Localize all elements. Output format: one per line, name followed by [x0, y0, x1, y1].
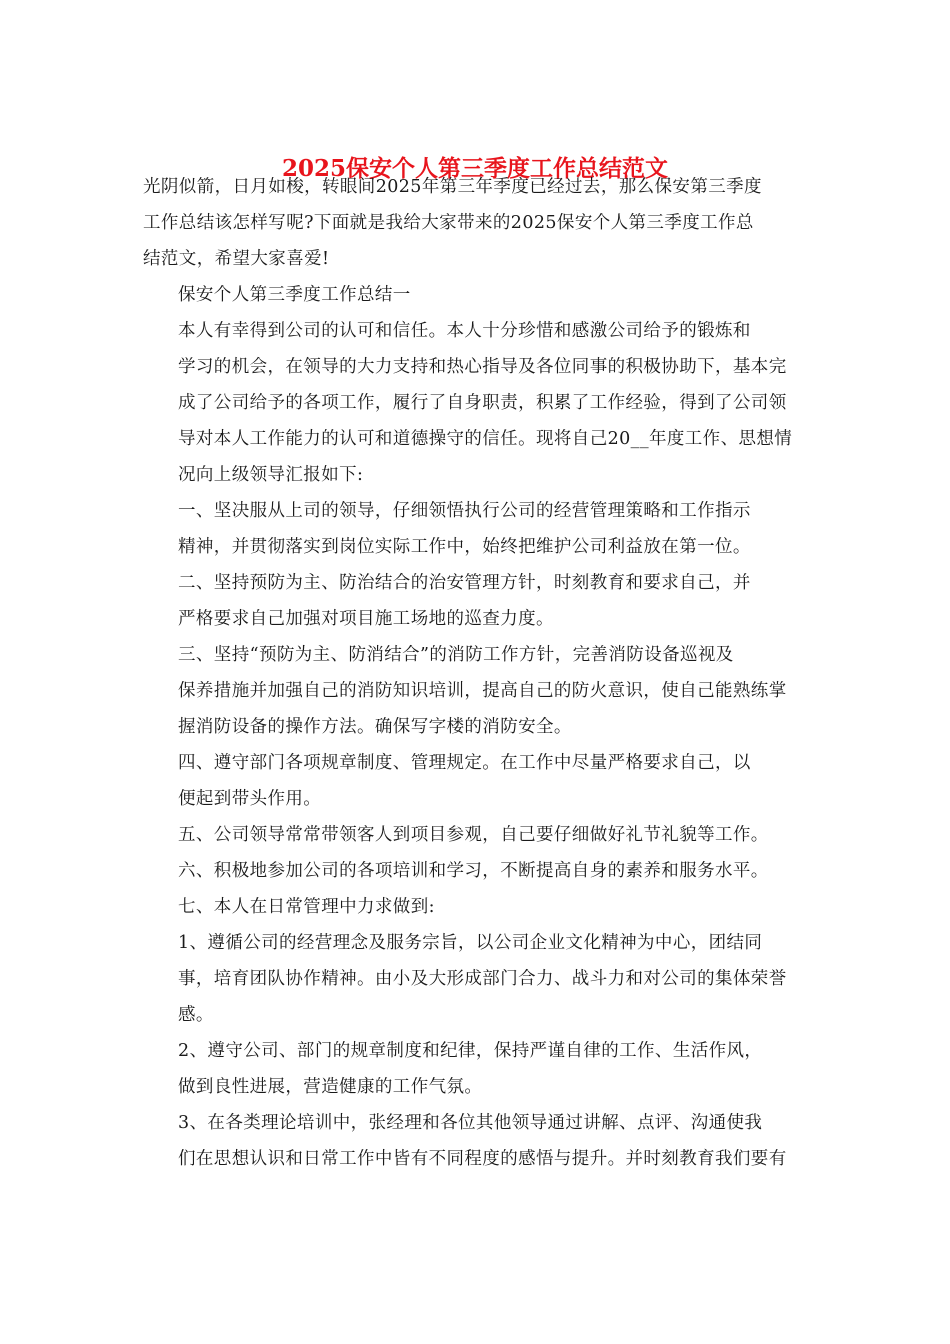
paragraph-line: 五、公司领导常常带领客人到项目参观，自己要仔细做好礼节礼貌等工作。: [178, 825, 769, 845]
paragraph-line: 3、在各类理论培训中，张经理和各位其他领导通过讲解、点评、沟通使我: [178, 1113, 763, 1133]
body-paragraph: [143, 1033, 823, 1105]
body-paragraph: [143, 745, 823, 817]
paragraph-line: 四、遵守部门各项规章制度、管理规定。在工作中尽量严格要求自己，以: [178, 753, 751, 773]
body-paragraph: [143, 817, 823, 853]
paragraph-line: 光阴似箭，日月如梭，转眼间2025年第三年季度已经过去，那么保安第三季度: [143, 177, 762, 197]
paragraph-line: 本人有幸得到公司的认可和信任。本人十分珍惜和感激公司给予的锻炼和: [178, 321, 751, 341]
paragraph-line: 况向上级领导汇报如下:: [178, 465, 364, 485]
body-paragraph: [143, 277, 823, 313]
body-paragraph: [143, 1105, 823, 1177]
paragraph-line: 一、坚决服从上司的领导，仔细领悟执行公司的经营管理策略和工作指示: [178, 501, 751, 521]
document-body: [143, 169, 823, 1177]
paragraph-line: 保养措施并加强自己的消防知识培训，提高自己的防火意识，使自己能熟练掌: [178, 681, 787, 701]
paragraph-line: 三、坚持“预防为主、防消结合”的消防工作方针，完善消防设备巡视及: [178, 645, 734, 665]
paragraph-line: 保安个人第三季度工作总结一: [178, 285, 411, 305]
paragraph-line: 感。: [178, 1005, 214, 1025]
paragraph-line: 精神，并贯彻落实到岗位实际工作中，始终把维护公司利益放在第一位。: [178, 537, 751, 557]
body-paragraph: [143, 565, 823, 637]
paragraph-line: 结范文，希望大家喜爱!: [143, 249, 330, 269]
paragraph-line: 导对本人工作能力的认可和道德操守的信任。现将自己20__年度工作、思想情: [178, 429, 793, 449]
paragraph-line: 工作总结该怎样写呢?下面就是我给大家带来的2025保安个人第三季度工作总: [143, 213, 754, 233]
paragraph-line: 们在思想认识和日常工作中皆有不同程度的感悟与提升。并时刻教育我们要有: [178, 1149, 787, 1169]
paragraph-line: 七、本人在日常管理中力求做到:: [178, 897, 435, 917]
paragraph-line: 握消防设备的操作方法。确保写字楼的消防安全。: [178, 717, 572, 737]
paragraph-line: 二、坚持预防为主、防治结合的治安管理方针，时刻教育和要求自己，并: [178, 573, 751, 593]
paragraph-line: 严格要求自己加强对项目施工场地的巡查力度。: [178, 609, 554, 629]
paragraph-line: 1、遵循公司的经营理念及服务宗旨，以公司企业文化精神为中心，团结同: [178, 933, 763, 953]
body-paragraph: [143, 169, 823, 277]
paragraph-line: 便起到带头作用。: [178, 789, 322, 809]
paragraph-line: 事，培育团队协作精神。由小及大形成部门合力、战斗力和对公司的集体荣誉: [178, 969, 787, 989]
paragraph-line: 六、积极地参加公司的各项培训和学习，不断提高自身的素养和服务水平。: [178, 861, 769, 881]
paragraph-line: 2、遵守公司、部门的规章制度和纪律，保持严谨自律的工作、生活作风，: [178, 1041, 763, 1061]
body-paragraph: [143, 925, 823, 1033]
body-paragraph: [143, 637, 823, 745]
paragraph-line: 成了公司给予的各项工作，履行了自身职责，积累了工作经验，得到了公司领: [178, 393, 787, 413]
body-paragraph: [143, 493, 823, 565]
document-title: 2025保安个人第三季度工作总结范文: [281, 155, 668, 182]
body-paragraph: [143, 313, 823, 493]
body-paragraph: [143, 889, 823, 925]
paragraph-line: 学习的机会，在领导的大力支持和热心指导及各位同事的积极协助下，基本完: [178, 357, 787, 377]
paragraph-line: 做到良性进展，营造健康的工作气氛。: [178, 1077, 483, 1097]
body-paragraph: [143, 853, 823, 889]
